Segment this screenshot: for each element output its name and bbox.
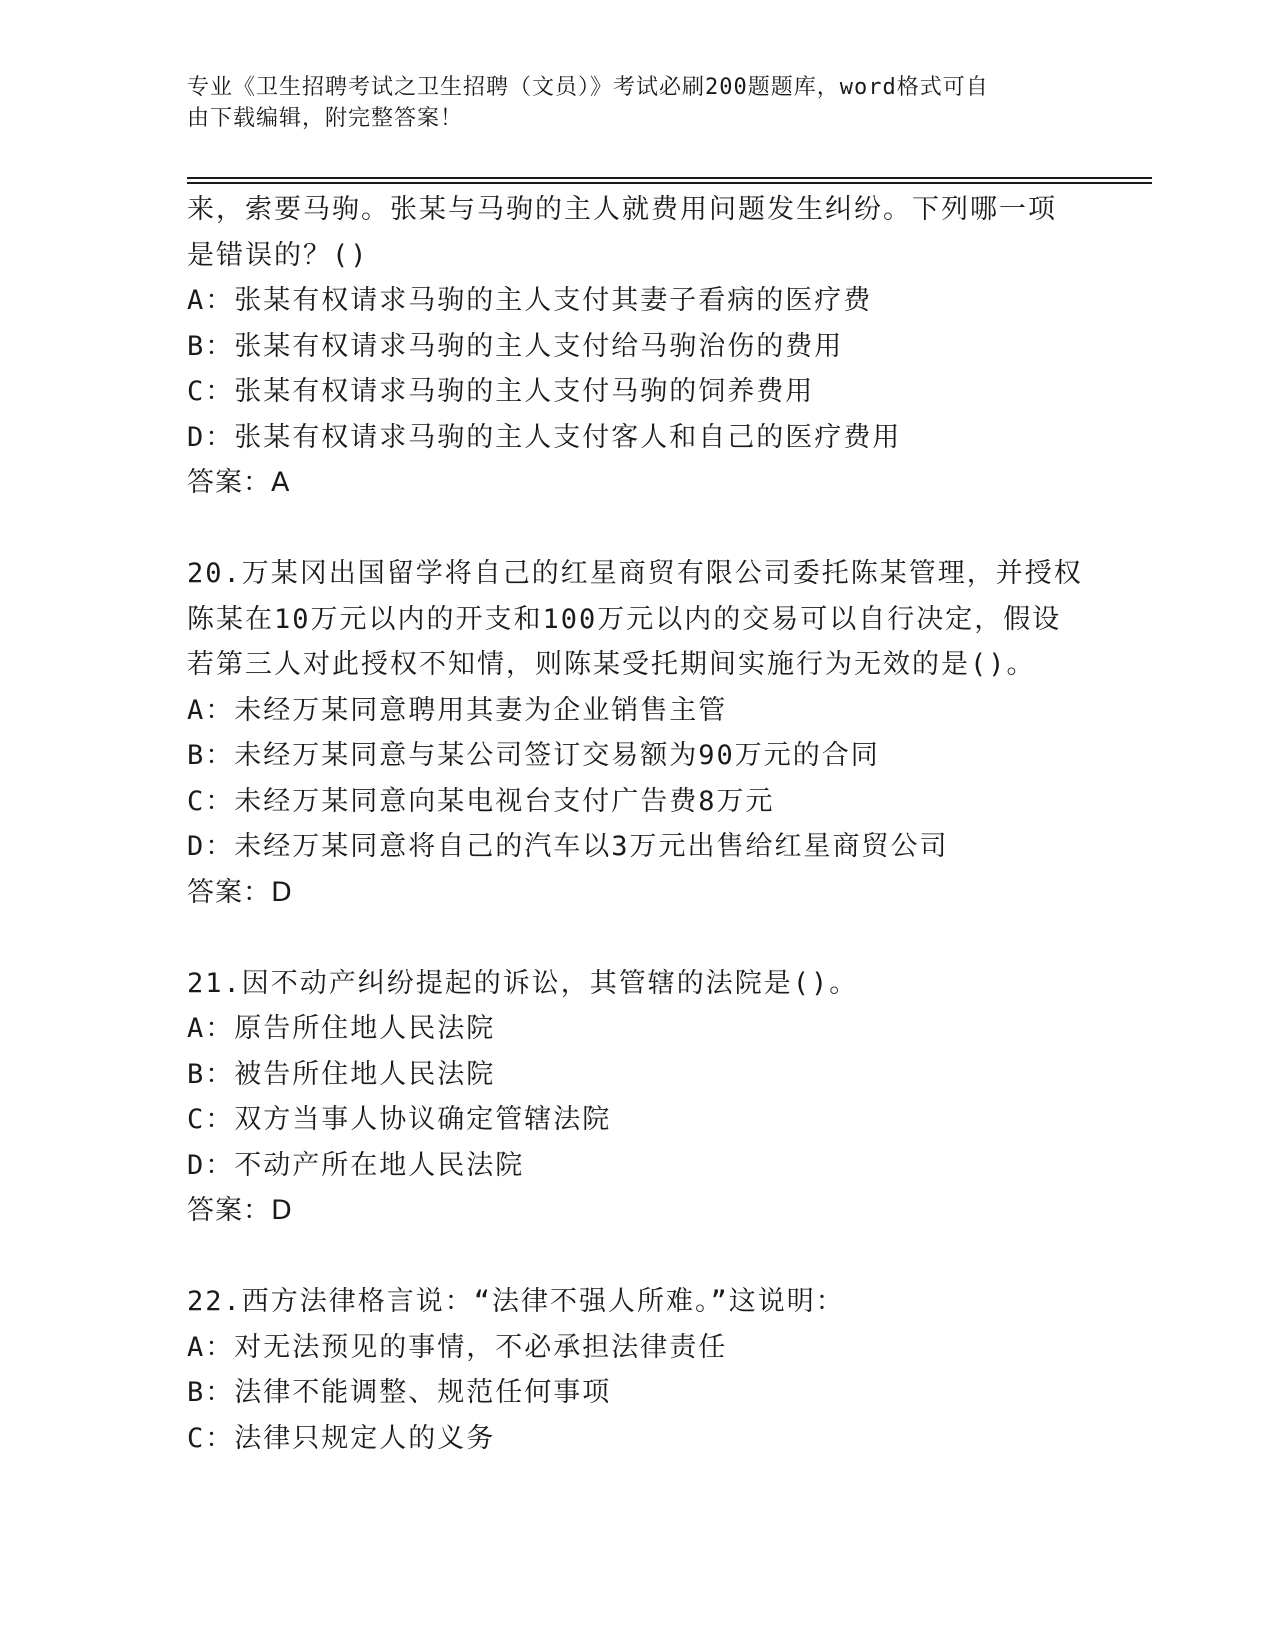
question-stem-line: 来，索要马驹。张某与马驹的主人就费用问题发生纠纷。下列哪一项 (187, 194, 1057, 225)
option-b: B：法律不能调整、规范任何事项 (187, 1377, 612, 1408)
question-stem-line: 22.西方法律格言说：“法律不强人所难。”这说明： (187, 1286, 845, 1317)
option-c: C：张某有权请求马驹的主人支付马驹的饲养费用 (187, 376, 815, 407)
option-d: D：不动产所在地人民法院 (187, 1149, 525, 1181)
option-a: A：未经万某同意聘用其妻为企业销售主管 (187, 694, 728, 726)
option-c: C：双方当事人协议确定管辖法院 (187, 1104, 612, 1135)
question-stem-line: 若第三人对此授权不知情，则陈某受托期间实施行为无效的是()。 (187, 649, 1036, 680)
option-d: D：张某有权请求马驹的主人支付客人和自己的医疗费用 (187, 421, 902, 453)
question-stem-line: 21.因不动产纠纷提起的诉讼，其管辖的法院是()。 (187, 967, 859, 999)
option-c: C：法律只规定人的义务 (187, 1422, 496, 1454)
option-c: C：未经万某同意向某电视台支付广告费8万元 (187, 785, 775, 817)
option-d: D：未经万某同意将自己的汽车以3万元出售给红星商贸公司 (187, 831, 949, 862)
question-spacer (187, 1234, 1087, 1280)
question-spacer (187, 506, 1087, 552)
option-b: B：张某有权请求马驹的主人支付给马驹治伤的费用 (187, 330, 844, 362)
option-a: A：对无法预见的事情，不必承担法律责任 (187, 1331, 728, 1363)
document-header (187, 72, 1067, 134)
option-b: B：被告所住地人民法院 (187, 1058, 496, 1090)
question-content (187, 187, 1087, 1461)
answer-line: 答案：A (187, 467, 291, 498)
option-b: B：未经万某同意与某公司签订交易额为90万元的合同 (187, 740, 880, 771)
header-line-1: 专业《卫生招聘考试之卫生招聘（文员）》考试必刷200题题库，word格式可自 (187, 75, 989, 100)
option-a: A：原告所住地人民法院 (187, 1013, 496, 1044)
question-22 (187, 1279, 1087, 1461)
header-divider-top (187, 177, 1152, 179)
question-stem-line: 20.万某冈出国留学将自己的红星商贸有限公司委托陈某管理，并授权 (187, 558, 1083, 589)
header-line-2: 由下载编辑，附完整答案！ (187, 106, 464, 131)
question-spacer (187, 915, 1087, 961)
question-stem-line: 是错误的？() (187, 239, 369, 271)
question-19 (187, 187, 1087, 506)
option-a: A：张某有权请求马驹的主人支付其妻子看病的医疗费 (187, 285, 873, 316)
question-20 (187, 551, 1087, 915)
header-divider-bottom (187, 182, 1152, 184)
question-21 (187, 961, 1087, 1234)
answer-line: 答案：D (187, 1195, 293, 1226)
answer-line: 答案：D (187, 876, 293, 908)
question-stem-line: 陈某在10万元以内的开支和100万元以内的交易可以自行决定，假设 (187, 603, 1062, 635)
